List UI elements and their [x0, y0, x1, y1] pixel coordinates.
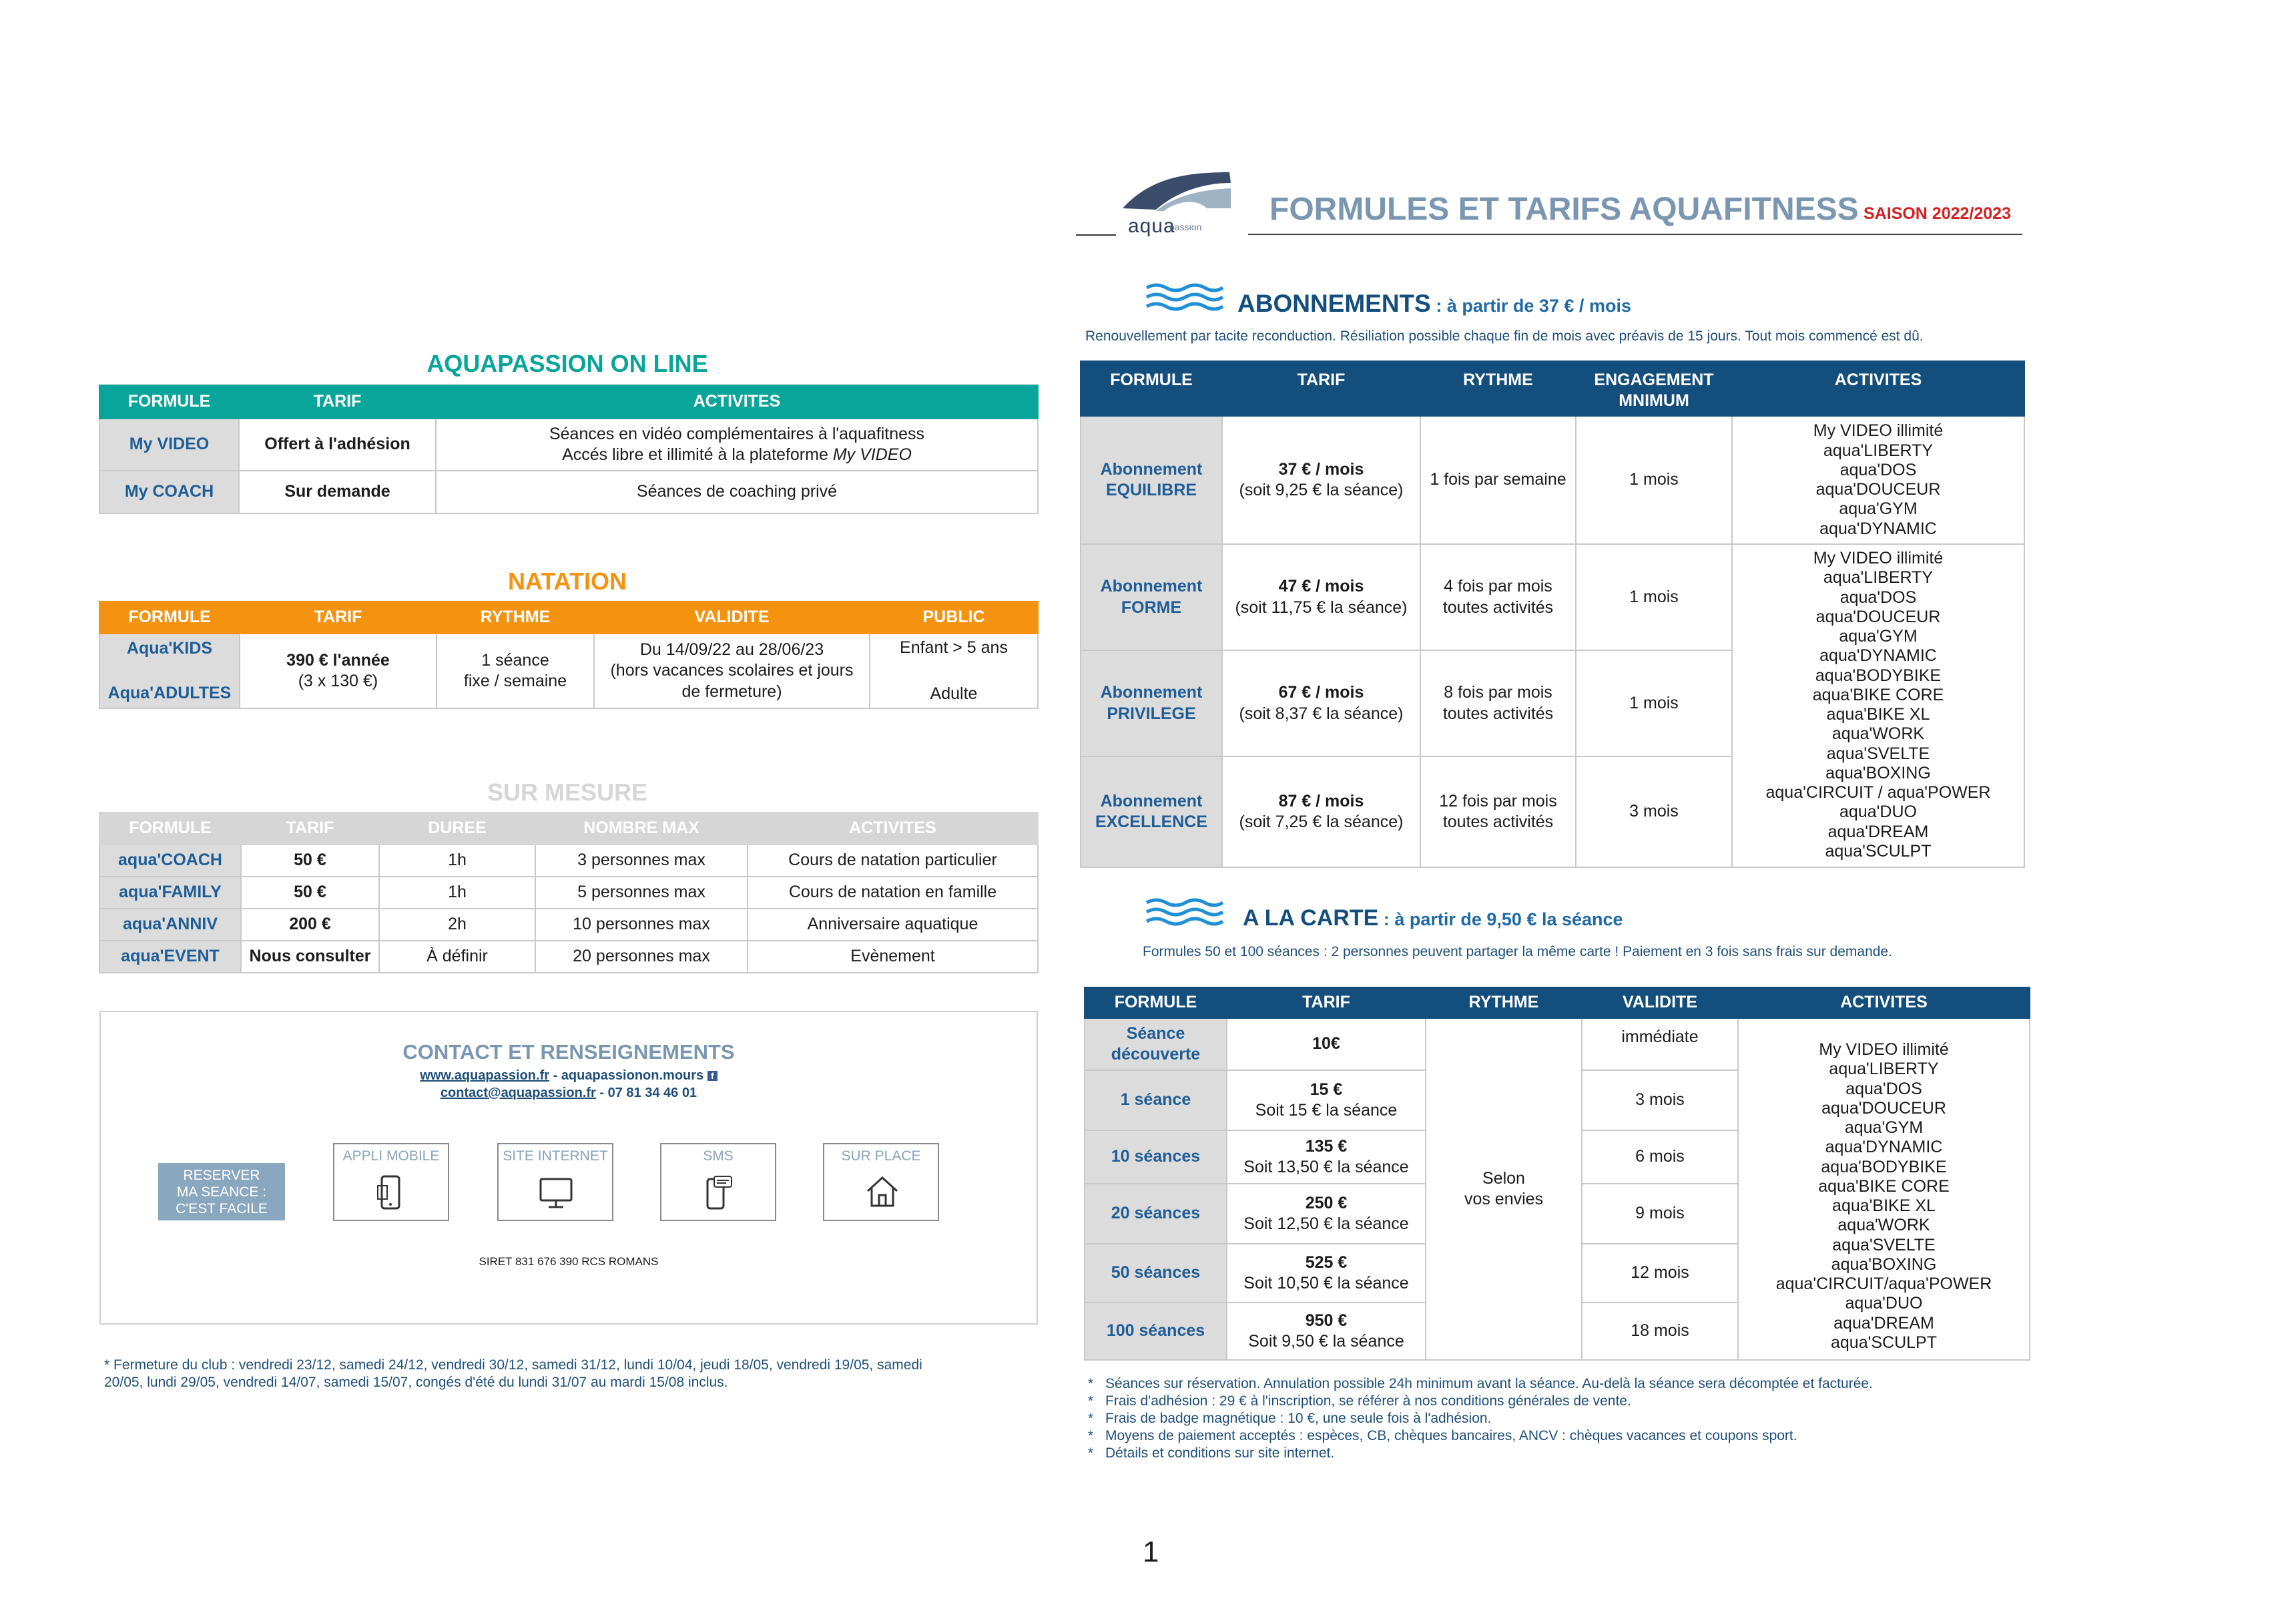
- formule-cell: 10 séances: [1085, 1130, 1227, 1184]
- rythme-cell: 4 fois par mois toutes activités: [1420, 544, 1576, 650]
- smartphone-icon: [375, 1175, 407, 1212]
- carte-subtitle: : à partir de 9,50 € la séance: [1378, 909, 1623, 929]
- formule-cell: 20 séances: [1085, 1184, 1227, 1244]
- rythme-cell: [1426, 1018, 1582, 1360]
- engagement-cell: 3 mois: [1576, 756, 1732, 867]
- formule-cell: 1 séance: [1085, 1070, 1227, 1130]
- duree-cell: 1h: [379, 877, 535, 909]
- channel-appli-mobile[interactable]: [333, 1143, 449, 1221]
- activites-cell: Anniversaire aquatique: [748, 909, 1038, 941]
- activites-cell: Cours de natation particulier: [748, 845, 1038, 877]
- col-activites: ACTIVITES: [1738, 987, 2030, 1018]
- tarif-cell: [240, 634, 437, 708]
- contact-line-mail: [101, 1086, 1037, 1101]
- tarif-detail: (3 x 130 €): [298, 672, 378, 690]
- channel-label: APPLI MOBILE: [342, 1148, 440, 1164]
- col-formule: FORMULE: [99, 813, 241, 845]
- col-tarif: TARIF: [240, 602, 437, 634]
- engagement-cell: 1 mois: [1576, 416, 1732, 544]
- rythme-line: 1 séance: [481, 650, 549, 670]
- formule-cell: 100 séances: [1085, 1303, 1227, 1360]
- rythme-line: Selon: [1482, 1168, 1525, 1188]
- table-row: [99, 845, 1038, 877]
- rythme-cell: 12 fois par mois toutes activités: [1420, 756, 1576, 867]
- footnote-item: * Détails et conditions sur site internet.: [1088, 1445, 2022, 1462]
- col-tarif: TARIF: [1227, 987, 1426, 1018]
- public-line: Enfant > 5 ans: [900, 638, 1008, 657]
- formule-cell: 50 séances: [1085, 1244, 1227, 1303]
- public-line: Adulte: [930, 684, 978, 703]
- table-row: [99, 471, 1038, 513]
- formule-cell: My VIDEO: [99, 419, 239, 471]
- formule-cell: Séance découverte: [1085, 1018, 1227, 1070]
- abonnements-subtitle: : à partir de 37 € / mois: [1430, 296, 1631, 316]
- validite-line: de fermeture): [681, 682, 782, 701]
- wave-icon: [1145, 282, 1224, 313]
- fermeture-line: 20/05, lundi 29/05, vendredi 14/07, samedi 15/07, congés d'été du lundi 31/07 au mardi 15/08 inclus.: [104, 1375, 728, 1391]
- surmesure-table: [99, 812, 1039, 973]
- reserver-line: C'EST FACILE: [176, 1201, 268, 1217]
- tarif-cell: 250 € Soit 12,50 € la séance: [1227, 1184, 1426, 1244]
- col-tarif: TARIF: [1222, 361, 1420, 416]
- abonnements-title: ABONNEMENTS: [1237, 290, 1431, 317]
- facebook-icon[interactable]: f: [707, 1071, 718, 1081]
- footnote-item: * Moyens de paiement acceptés : espèces, CB, chèques bancaires, ANCV : chèques vacances et coupons sport.: [1088, 1427, 2022, 1445]
- col-engagement: [1576, 361, 1732, 416]
- tarif-cell: 950 € Soit 9,50 € la séance: [1227, 1303, 1426, 1360]
- col-formule: FORMULE: [1085, 987, 1227, 1018]
- col-rythme: RYTHME: [437, 602, 594, 634]
- nombre-cell: 3 personnes max: [535, 845, 748, 877]
- activity-line: Séances en vidéo complémentaires à l'aquafitness: [549, 424, 925, 443]
- tarif-cell: 15 € Soit 15 € la séance: [1227, 1070, 1426, 1130]
- col-rythme: RYTHME: [1426, 987, 1582, 1018]
- col-tarif: TARIF: [239, 385, 436, 419]
- tarif-cell: 10€: [1227, 1018, 1426, 1070]
- tarif-cell: 135 € Soit 13,50 € la séance: [1227, 1130, 1426, 1184]
- natation-title: NATATION: [508, 567, 627, 595]
- col-activites: ACTIVITES: [748, 813, 1038, 845]
- tarif-cell: 47 € / mois (soit 11,75 € la séance): [1222, 544, 1420, 650]
- footnotes: [1088, 1375, 2022, 1462]
- validite-cell: [594, 634, 870, 708]
- rythme-cell: 8 fois par mois toutes activités: [1420, 650, 1576, 756]
- formule-cell: aqua'FAMILY: [99, 877, 241, 909]
- col-tarif: TARIF: [241, 813, 379, 845]
- validite-cell: 9 mois: [1582, 1184, 1738, 1244]
- abonnements-table: [1080, 361, 2025, 868]
- fermeture-note: [104, 1357, 1039, 1391]
- formule-kids: Aqua'KIDS: [126, 638, 213, 658]
- duree-cell: À définir: [379, 941, 535, 973]
- page-title: FORMULES ET TARIFS AQUAFITNESS: [1269, 192, 1859, 227]
- activites-cell: My VIDEO illimité aqua'LIBERTY aqua'DOS aqua'DOUCEUR aqua'GYM aqua'DYNAMIC aqua'BODYBIKE aqua'BIKE CORE aqua'BIKE XL aqua'WORK aqua'SVELTE aqua'BOXING aqua'CIRCUIT / aqua'POWER aqua'DUO aqua'DREAM aqua'SCULPT: [1732, 544, 2024, 867]
- activites-cell: Cours de natation en famille: [748, 877, 1038, 909]
- col-formule: FORMULE: [1081, 361, 1222, 416]
- fermeture-line: * Fermeture du club : vendredi 23/12, samedi 24/12, vendredi 30/12, samedi 31/12, lundi 10/04, jeudi 18/05, vendredi 19/05, samedi: [104, 1357, 922, 1373]
- public-cell: [870, 634, 1038, 708]
- abonnements-heading: [1237, 290, 1631, 318]
- rythme-cell: 1 fois par semaine: [1420, 416, 1576, 544]
- tarif-main: 390 € l'année: [286, 650, 390, 670]
- channel-label: SUR PLACE: [841, 1148, 921, 1164]
- formule-cell: aqua'ANNIV: [99, 909, 241, 941]
- channel-label: SITE INTERNET: [503, 1148, 608, 1164]
- rythme-line: fixe / semaine: [463, 672, 567, 690]
- activites-cell: My VIDEO illimité aqua'LIBERTY aqua'DOS aqua'DOUCEUR aqua'GYM aqua'DYNAMIC aqua'BODYBIKE aqua'BIKE CORE aqua'BIKE XL aqua'WORK aqua'SVELTE aqua'BOXING aqua'CIRCUIT/aqua'POWER aqua'DUO aqua'DREAM aqua'SCULPT: [1738, 1018, 2030, 1360]
- monitor-icon: [539, 1175, 574, 1210]
- col-validite: VALIDITE: [594, 602, 870, 634]
- table-row: [1081, 416, 2024, 544]
- nombre-cell: 20 personnes max: [535, 941, 748, 973]
- carte-note: Formules 50 et 100 séances : 2 personnes peuvent partager la même carte ! Paiement en 3 fois sans frais sur demande.: [1143, 944, 1892, 959]
- channel-sms[interactable]: [660, 1143, 776, 1221]
- online-table: [99, 385, 1039, 514]
- engagement-cell: 1 mois: [1576, 544, 1732, 650]
- activites-cell: Séances de coaching privé: [436, 471, 1038, 513]
- footnote-item: * Séances sur réservation. Annulation possible 24h minimum avant la séance. Au-delà la séance sera décomptée et facturée.: [1088, 1375, 2022, 1393]
- channel-sur-place[interactable]: [823, 1143, 939, 1221]
- table-row: [99, 877, 1038, 909]
- formule-cell: Abonnement EXCELLENCE: [1081, 756, 1222, 867]
- contact-line-web: [101, 1068, 1037, 1084]
- tarif-cell: 50 €: [241, 845, 379, 877]
- formule-cell: aqua'EVENT: [99, 941, 241, 973]
- siret-text: SIRET 831 676 390 RCS ROMANS: [479, 1255, 659, 1268]
- col-activites: ACTIVITES: [436, 385, 1038, 419]
- rythme-line: vos envies: [1464, 1190, 1544, 1208]
- tarif-cell: 87 € / mois (soit 7,25 € la séance): [1222, 756, 1420, 867]
- formule-adultes: Aqua'ADULTES: [107, 684, 232, 702]
- col-formule: FORMULE: [99, 602, 240, 634]
- col-validite: VALIDITE: [1582, 987, 1738, 1018]
- validite-line: (hors vacances scolaires et jours: [610, 661, 854, 680]
- table-row: [1085, 1018, 2030, 1070]
- reserver-button[interactable]: [158, 1163, 285, 1220]
- tarif-cell: 67 € / mois (soit 8,37 € la séance): [1222, 650, 1420, 756]
- header-rule: [1248, 234, 2022, 235]
- website-link[interactable]: www.aquapassion.fr: [420, 1068, 550, 1083]
- surmesure-title: SUR MESURE: [487, 778, 648, 806]
- footnote-item: * Frais de badge magnétique : 10 €, une seule fois à l'adhésion.: [1088, 1410, 2022, 1427]
- engagement-cell: 1 mois: [1576, 650, 1732, 756]
- duree-cell: 1h: [379, 845, 535, 877]
- tarif-cell: Sur demande: [239, 471, 436, 513]
- tarif-cell: Nous consulter: [241, 941, 379, 973]
- engagement-line: MNIMUM: [1619, 391, 1689, 411]
- carte-table: [1084, 987, 2030, 1361]
- formule-cell: My COACH: [99, 471, 239, 513]
- tarif-cell: 50 €: [241, 877, 379, 909]
- wave-icon: [1145, 897, 1224, 928]
- nombre-cell: 5 personnes max: [535, 877, 748, 909]
- activity-line: Accés libre et illimité à la plateforme My VIDEO: [562, 445, 912, 464]
- channel-site-internet[interactable]: [497, 1143, 613, 1221]
- formule-cell: aqua'COACH: [99, 845, 241, 877]
- col-public: PUBLIC: [870, 602, 1038, 634]
- table-row: [99, 941, 1038, 973]
- tarif-cell: 525 € Soit 10,50 € la séance: [1227, 1244, 1426, 1303]
- reserver-line: RESERVER: [183, 1168, 260, 1183]
- col-rythme: RYTHME: [1420, 361, 1576, 416]
- validite-line: Du 14/09/22 au 28/06/23: [639, 640, 824, 660]
- logo-text: aqua: [1128, 215, 1175, 237]
- validite-cell: immédiate: [1582, 1018, 1738, 1070]
- carte-heading: [1243, 905, 1623, 931]
- contact-box: [99, 1011, 1038, 1325]
- logo: [1076, 166, 1243, 246]
- formule-cell: Abonnement FORME: [1081, 544, 1222, 650]
- formule-cell: [99, 634, 240, 708]
- contact-title: CONTACT ET RENSEIGNEMENTS: [402, 1040, 735, 1064]
- col-activites: ACTIVITES: [1732, 361, 2024, 416]
- page-number: 1: [1143, 1536, 1159, 1568]
- sms-phone-icon: [702, 1175, 734, 1212]
- col-formule: FORMULE: [99, 385, 239, 419]
- table-row: [1081, 544, 2024, 650]
- col-nombre-max: NOMBRE MAX: [535, 813, 748, 845]
- carte-title: A LA CARTE: [1243, 905, 1379, 931]
- activites-cell: [436, 419, 1038, 471]
- activites-cell: Evènement: [748, 941, 1038, 973]
- formule-cell: Abonnement PRIVILEGE: [1081, 650, 1222, 756]
- natation-table: [99, 601, 1039, 709]
- validite-cell: 6 mois: [1582, 1130, 1738, 1184]
- season-label: SAISON 2022/2023: [1863, 204, 2011, 223]
- footnote-item: * Frais d'adhésion : 29 € à l'inscription, se référer à nos conditions générales de vente.: [1088, 1393, 2022, 1410]
- table-row: [99, 634, 1038, 708]
- table-row: [99, 419, 1038, 471]
- formule-cell: Abonnement EQUILIBRE: [1081, 416, 1222, 544]
- abonnements-note: Renouvellement par tacite reconduction. Résiliation possible chaque fin de mois avec préavis de 15 jours. Tout mois commencé est dû.: [1085, 328, 1924, 344]
- col-duree: DUREE: [379, 813, 535, 845]
- rythme-cell: [437, 634, 594, 708]
- tarif-cell: 37 € / mois (soit 9,25 € la séance): [1222, 416, 1420, 544]
- duree-cell: 2h: [379, 909, 535, 941]
- activites-cell: My VIDEO illimité aqua'LIBERTY aqua'DOS aqua'DOUCEUR aqua'GYM aqua'DYNAMIC: [1732, 416, 2024, 544]
- facebook-text: - aquapassionon.mours: [549, 1068, 704, 1083]
- engagement-line: ENGAGEMENT: [1594, 371, 1714, 389]
- online-title: AQUAPASSION ON LINE: [426, 350, 708, 377]
- email-link[interactable]: contact@aquapassion.fr: [440, 1086, 596, 1100]
- reserver-line: MA SEANCE :: [176, 1184, 267, 1200]
- logo-sub: passion: [1169, 222, 1202, 232]
- validite-cell: 12 mois: [1582, 1244, 1738, 1303]
- home-icon: [865, 1175, 900, 1210]
- tarif-cell: Offert à l'adhésion: [239, 419, 436, 471]
- validite-cell: 3 mois: [1582, 1070, 1738, 1130]
- nombre-cell: 10 personnes max: [535, 909, 748, 941]
- validite-cell: 18 mois: [1582, 1303, 1738, 1360]
- table-row: [99, 909, 1038, 941]
- tarif-cell: 200 €: [241, 909, 379, 941]
- channel-label: SMS: [703, 1148, 734, 1164]
- phone-text: - 07 81 34 46 01: [595, 1086, 697, 1100]
